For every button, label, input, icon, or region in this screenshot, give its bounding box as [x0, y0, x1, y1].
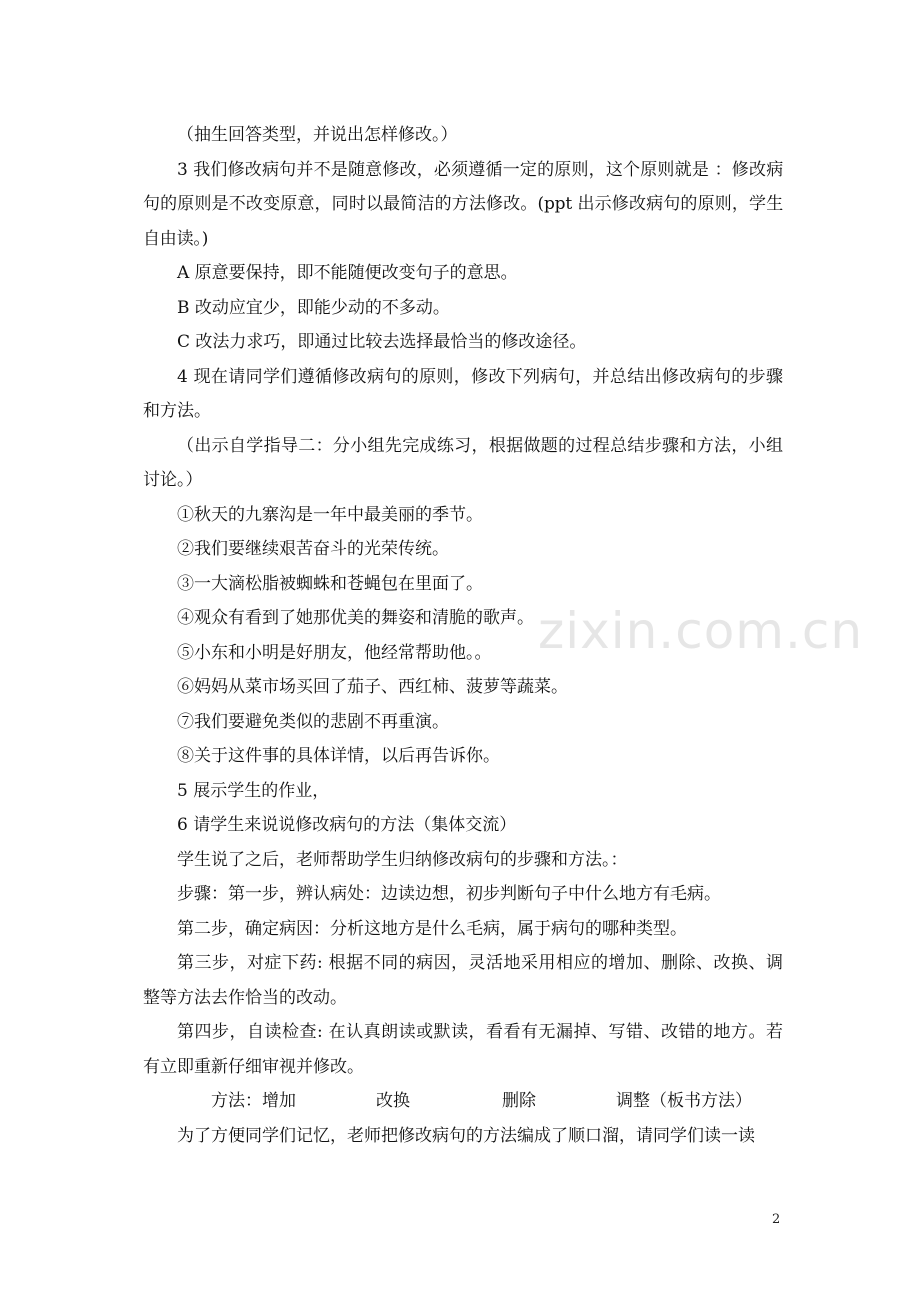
paragraph-principle-c: C 改法力求巧，即通过比较去选择最恰当的修改途径。: [177, 332, 587, 352]
paragraph-show-homework: 5 展示学生的作业，: [177, 780, 330, 801]
document-body: [143, 118, 783, 1153]
method-delete: 删除: [502, 1091, 536, 1111]
method-adjust: 调整（板书方法）: [616, 1091, 752, 1111]
methods-line: [143, 1084, 783, 1119]
exercise-sentence-5: ⑤小东和小明是好朋友，他经常帮助他。。: [177, 642, 492, 663]
paragraph-step-two: 第二步，确定病因：分析这地方是什么毛病，属于病句的哪种类型。: [177, 918, 687, 939]
paragraph-principle-b: B 改动应宜少，即能少动的不多动。: [177, 297, 450, 318]
methods-label: 方法：增加: [211, 1091, 296, 1111]
exercise-sentence-2: ②我们要继续艰苦奋斗的光荣传统。: [177, 539, 449, 559]
exercise-sentence-1: ①秋天的九寨沟是一年中最美丽的季节。: [177, 504, 483, 525]
paragraph-principle-intro: 3 我们修改病句并不是随意修改，必须遵循一定的原则，这个原则就是 ：修改病句的原则是不改变原意，同时以最简洁的方法修改。(ppt 出示修改病句的原则，学生自由读。): [143, 159, 783, 249]
paragraph-teacher-summary: 学生说了之后，老师帮助学生归纳修改病句的步骤和方法。：: [177, 849, 628, 870]
method-change: 改换: [376, 1091, 410, 1111]
watermark: zixin.com.cn: [538, 602, 864, 660]
paragraph-step-three: 第三步，对症下药: 根据不同的病因，灵活地采用相应的增加、删除、改换、调整等方法去作恰当的改动。: [143, 953, 783, 1008]
paragraph-principle-a: A 原意要保持，即不能随便改变句子的意思。: [177, 263, 518, 283]
exercise-sentence-4: ④观众有看到了她那优美的舞姿和清脆的歌声。: [177, 608, 534, 628]
page-number: 2: [772, 1212, 781, 1227]
paragraph-discuss-methods: 6 请学生来说说修改病句的方法（集体交流）: [177, 815, 517, 835]
exercise-sentence-7: ⑦我们要避免类似的悲剧不再重演。: [177, 711, 449, 732]
exercise-sentence-6: ⑥妈妈从菜市场买回了茄子、西红柿、菠萝等蔬菜。: [177, 677, 568, 697]
exercise-sentence-8: ⑧关于这件事的具体详情，以后再告诉你。: [177, 746, 500, 766]
paragraph-step-one: 步骤：第一步，辨认病处：边读边想，初步判断句子中什么地方有毛病。: [177, 884, 721, 904]
paragraph-self-study-guide: （出示自学指导二：分小组先完成练习，根据做题的过程总结步骤和方法，小组讨论。）: [143, 435, 783, 490]
paragraph-student-answer-types: （抽生回答类型，并说出怎样修改。）: [177, 125, 458, 145]
paragraph-step-four: 第四步，自读检查: 在认真朗读或默读，看看有无漏掉、写错、改错的地方。若有立即重新仔细审视并修改。: [143, 1022, 783, 1077]
exercise-sentence-3: ③一大滴松脂被蜘蛛和苍蝇包在里面了。: [177, 573, 483, 594]
paragraph-step-4-instruction: 4 现在请同学们遵循修改病句的原则，修改下列病句，并总结出修改病句的步骤和方法。: [143, 366, 783, 421]
paragraph-closing: 为了方便同学们记忆，老师把修改病句的方法编成了顺口溜，请同学们读一读: [177, 1125, 755, 1146]
